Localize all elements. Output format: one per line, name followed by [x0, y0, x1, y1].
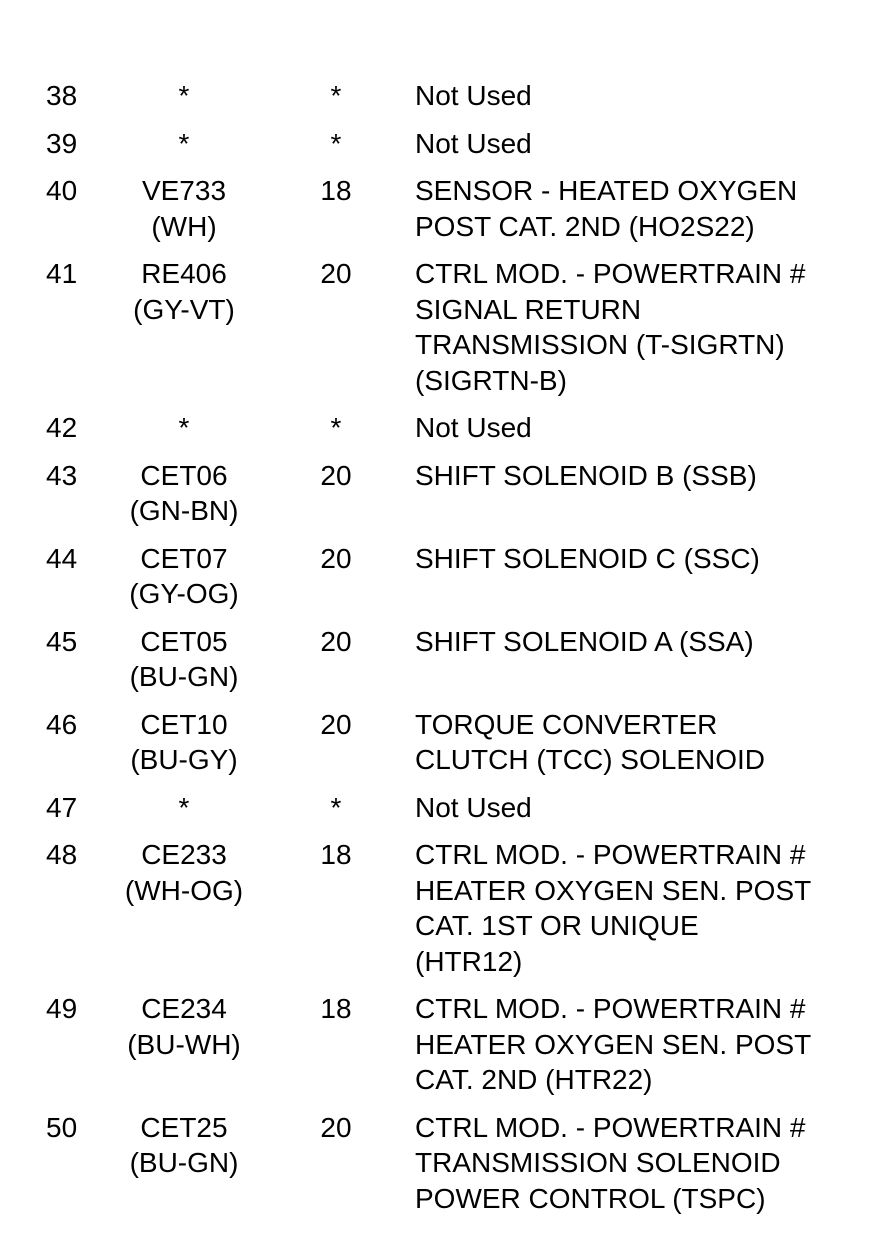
circuit-color: VE733 (WH)	[141, 175, 227, 242]
circuit-function: Not Used	[415, 791, 532, 823]
table-row	[0, 1110, 896, 1229]
circuit-color: *	[178, 80, 190, 111]
pin-number: 44	[46, 542, 78, 574]
circuit-color: CET05 (BU-GN)	[129, 625, 239, 692]
wire-gauge: *	[330, 412, 342, 443]
connector-pinout-table	[0, 78, 896, 1228]
circuit-function: SHIFT SOLENOID B (SSB)	[415, 459, 757, 491]
table-row	[0, 790, 896, 838]
circuit-function: CTRL MOD. - POWERTRAIN # TRANSMISSION SOLENOID POWER CONTROL (TSPC)	[415, 1111, 806, 1214]
table-row	[0, 707, 896, 790]
pin-number: 45	[46, 625, 78, 657]
wire-gauge: 20	[320, 258, 352, 289]
circuit-color: CET25 (BU-GN)	[129, 1111, 239, 1178]
pin-number: 38	[46, 80, 78, 111]
pin-number: 50	[46, 1111, 78, 1143]
circuit-function: TORQUE CONVERTER CLUTCH (TCC) SOLENOID	[415, 708, 766, 775]
wire-gauge: *	[330, 791, 342, 823]
circuit-function: SENSOR - HEATED OXYGEN POST CAT. 2ND (HO2S22)	[415, 175, 798, 242]
pin-number: 48	[46, 839, 78, 870]
circuit-color: *	[178, 127, 190, 159]
wire-gauge: 18	[320, 175, 352, 206]
pin-number: 46	[46, 708, 78, 740]
circuit-function: Not Used	[415, 127, 532, 159]
circuit-function: CTRL MOD. - POWERTRAIN # HEATER OXYGEN SEN. POST CAT. 2ND (HTR22)	[415, 993, 812, 1095]
circuit-color: *	[178, 791, 190, 823]
wire-gauge: 18	[320, 839, 352, 870]
circuit-color: RE406 (GY-VT)	[133, 258, 235, 325]
table-row	[0, 837, 896, 991]
table-row	[0, 173, 896, 256]
circuit-function: SHIFT SOLENOID A (SSA)	[415, 625, 754, 657]
wire-gauge: 20	[320, 708, 352, 740]
wire-gauge: 20	[320, 625, 352, 657]
circuit-color: CE234 (BU-WH)	[127, 993, 241, 1060]
table-row	[0, 541, 896, 624]
circuit-color: *	[178, 412, 190, 443]
table-row	[0, 410, 896, 458]
wire-gauge: *	[330, 127, 342, 159]
circuit-function: Not Used	[415, 80, 532, 111]
circuit-color: CET06 (GN-BN)	[129, 459, 239, 526]
pin-number: 47	[46, 791, 78, 823]
table-row	[0, 78, 896, 126]
wire-gauge: 20	[320, 542, 352, 574]
pin-number: 39	[46, 127, 78, 159]
pin-number: 49	[46, 993, 78, 1024]
table-row	[0, 256, 896, 410]
wire-gauge: *	[330, 80, 342, 111]
pin-number: 41	[46, 258, 78, 289]
pin-number: 42	[46, 412, 78, 443]
wire-gauge: 20	[320, 459, 352, 491]
circuit-function: CTRL MOD. - POWERTRAIN # HEATER OXYGEN SEN. POST CAT. 1ST OR UNIQUE (HTR12)	[415, 839, 812, 977]
table-row	[0, 126, 896, 174]
wire-gauge: 18	[320, 993, 352, 1024]
wire-gauge: 20	[320, 1111, 352, 1143]
circuit-function: SHIFT SOLENOID C (SSC)	[415, 542, 760, 574]
circuit-color: CET07 (GY-OG)	[129, 542, 239, 609]
pin-number: 43	[46, 459, 78, 491]
circuit-color: CET10 (BU-GY)	[130, 708, 238, 775]
table-row	[0, 458, 896, 541]
circuit-function: Not Used	[415, 412, 532, 443]
table-row	[0, 624, 896, 707]
circuit-color: CE233 (WH-OG)	[124, 839, 244, 906]
pin-number: 40	[46, 175, 78, 206]
circuit-function: CTRL MOD. - POWERTRAIN # SIGNAL RETURN TRANSMISSION (T-SIGRTN) (SIGRTN-B)	[415, 258, 806, 396]
table-row	[0, 991, 896, 1110]
